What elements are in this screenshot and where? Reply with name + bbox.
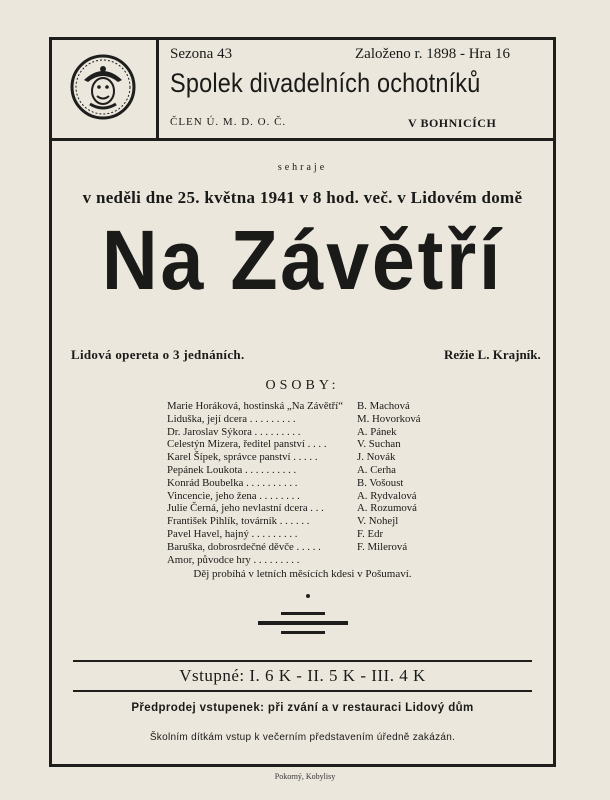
poster-header <box>52 40 553 141</box>
cast-role: Dr. Jaroslav Sýkora . . . . . . . . . <box>167 425 301 438</box>
cast-role: Marie Horáková, hostinská „Na Závětří“ <box>167 400 343 412</box>
cast-row <box>167 541 437 554</box>
poster-frame <box>49 37 556 767</box>
cast-role: František Pihlík, továrník . . . . . . <box>167 515 310 528</box>
play-title: Na Závětří <box>101 213 504 307</box>
cast-actor: B. Vošoust <box>357 476 404 489</box>
ornament-bar-bottom <box>281 631 325 634</box>
cast-row <box>167 490 437 503</box>
admission-prices: Vstupné: I. 6 K - II. 5 K - III. 4 K <box>179 666 426 685</box>
cast-role: Vincencie, jeho žena . . . . . . . . <box>167 489 300 502</box>
cast-role: Pavel Havel, hajný . . . . . . . . . <box>167 527 298 540</box>
cast-actor: V. Nohejl <box>357 515 399 528</box>
cast-heading: OSOBY: <box>265 378 340 393</box>
cast-role: Konrád Boubelka . . . . . . . . . . <box>167 476 298 489</box>
cast-row <box>167 554 437 567</box>
play-genre: Lidová opereta o 3 jednáních. <box>71 347 245 362</box>
cast-actor: A. Cerha <box>357 463 396 476</box>
cast-actor: M. Hovorková <box>357 412 421 425</box>
club-location: V BOHNICÍCH <box>408 116 497 130</box>
ornament-bars <box>52 610 553 636</box>
logo-box <box>52 40 159 138</box>
presale-info: Předprodej vstupenek: při zvání a v restauraci Lidový dům <box>131 702 474 714</box>
performs-label: sehraje <box>277 162 328 173</box>
season-number: Sezona 43 <box>170 46 233 62</box>
cast-list <box>167 400 437 566</box>
cast-actor: F. Milerová <box>357 540 408 553</box>
cast-row <box>167 477 437 490</box>
setting-note: Děj probíhá v letních měsících kdesi v Pošumaví. <box>193 568 412 580</box>
school-children-notice: Školním dítkám vstup k večerním představením úředně zakázán. <box>149 732 456 743</box>
printer-credit: Pokorný, Kobylisy <box>274 772 336 781</box>
ornament-bar-middle <box>258 621 348 625</box>
cast-role: Julie Černá, jeho nevlastní dcera . . . <box>167 502 324 515</box>
performance-date: v neděli dne 25. května 1941 v 8 hod. več. v Lidovém domě <box>82 188 523 207</box>
cast-role: Liduška, její dcera . . . . . . . . . <box>167 412 296 425</box>
club-name: Spolek divadelních ochotníků <box>170 68 481 98</box>
cast-role: Amor, původce hry . . . . . . . . . <box>167 553 300 566</box>
cast-row <box>167 451 437 464</box>
cast-actor: A. Pánek <box>357 425 397 438</box>
divider-line <box>73 690 532 692</box>
founded-info: Založeno r. 1898 - Hra 16 <box>355 46 510 62</box>
cast-actor: A. Rydvalová <box>357 489 417 502</box>
cast-actor: J. Novák <box>357 451 396 464</box>
cast-row <box>167 426 437 439</box>
divider-line <box>73 660 532 662</box>
cast-role: Celestýn Mizera, ředitel panství . . . . <box>167 438 327 451</box>
cast-actor: A. Rozumová <box>357 502 417 515</box>
cast-role: Baruška, dobrosrdečné děvče . . . . . <box>167 540 321 553</box>
play-director: Režie L. Krajník. <box>444 347 541 362</box>
cast-row <box>167 413 437 426</box>
cast-role: Karel Šípek, správce panství . . . . . <box>167 451 318 464</box>
cast-row <box>167 515 437 528</box>
cast-actor: F. Edr <box>357 527 384 540</box>
cast-actor: V. Suchan <box>357 438 401 451</box>
ornament-dot <box>306 594 310 598</box>
cast-row <box>167 464 437 477</box>
membership-note: ČLEN Ú. M. D. O. Č. <box>170 116 287 128</box>
cast-role: Pepánek Loukota . . . . . . . . . . <box>167 463 297 476</box>
cast-row <box>167 400 437 413</box>
jester-emblem-icon <box>70 54 136 120</box>
cast-actor: B. Machová <box>357 400 410 412</box>
cast-row <box>167 528 437 541</box>
ornament-bar-top <box>281 612 325 615</box>
cast-row <box>167 502 437 515</box>
cast-row <box>167 438 437 451</box>
